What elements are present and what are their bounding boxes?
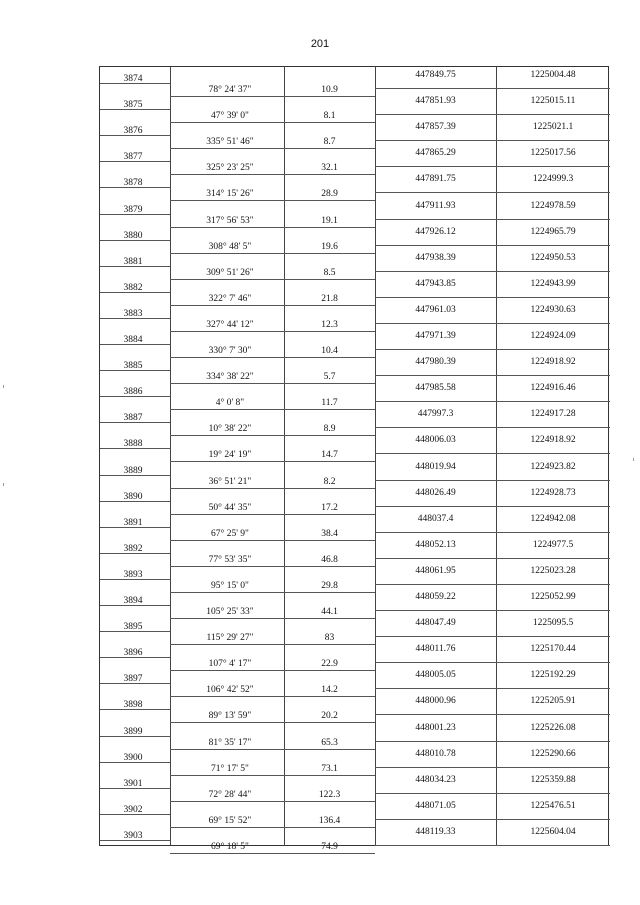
row-rule [170, 96, 375, 97]
row-rule [170, 253, 375, 254]
distance: 8.1 [323, 111, 336, 122]
row-rule [375, 114, 610, 115]
row-rule [170, 722, 375, 723]
coordinate-x: 447857.39 [415, 122, 456, 133]
coordinate-y: 1225192.29 [530, 670, 576, 681]
coordinate-y: 1225052.99 [530, 592, 576, 602]
point-id: 3882 [123, 282, 143, 293]
coordinate-table [99, 66, 609, 852]
point-id: 3889 [123, 465, 143, 476]
bearing-angle: 327° 44' 12" [206, 319, 254, 330]
row-rule [170, 827, 375, 828]
coordinate-y: 1225226.08 [530, 722, 576, 733]
point-id: 3891 [123, 517, 143, 528]
coordinate-x: 448034.23 [415, 774, 456, 785]
row-rule [170, 540, 375, 541]
point-id: 3875 [123, 100, 143, 111]
row-rule [375, 714, 610, 715]
coordinate-x: 447911.93 [415, 200, 456, 211]
coordinate-y: 1225015.11 [530, 96, 576, 107]
distance: 8.9 [323, 424, 336, 435]
row-rule [170, 409, 375, 410]
coordinate-y: 1224999.3 [532, 174, 574, 185]
coordinate-x: 447943.85 [415, 278, 456, 289]
coordinate-x: 448006.03 [415, 435, 456, 446]
row-rule [170, 801, 375, 802]
row-rule [170, 853, 375, 854]
row-rule [375, 741, 610, 742]
row-rule [375, 271, 610, 272]
distance: 73.1 [321, 763, 338, 774]
distance: 8.5 [323, 267, 336, 278]
coordinate-x: 448037.4 [417, 513, 454, 524]
point-id: 3886 [123, 387, 143, 398]
coordinate-x: 448052.13 [415, 539, 456, 550]
point-id: 3888 [123, 439, 143, 450]
coordinate-x: 447851.93 [415, 96, 456, 107]
point-id: 3895 [123, 622, 143, 633]
point-id: 3902 [123, 804, 143, 815]
distance: 22.9 [321, 659, 338, 670]
coordinate-x: 448019.94 [415, 461, 456, 472]
row-rule [375, 192, 610, 193]
bearing-angle: 69° 18' 5" [211, 841, 249, 852]
scan-artifact [633, 458, 634, 461]
coordinate-y: 1224916.46 [530, 383, 576, 394]
coordinate-x: 447971.39 [415, 331, 456, 341]
row-rule [375, 219, 610, 220]
bearing-angle: 81° 35' 17" [208, 737, 252, 748]
coordinate-y: 1225290.66 [530, 748, 576, 759]
bearing-angle: 309° 51' 26" [206, 267, 254, 278]
row-rule [375, 401, 610, 402]
coordinate-y: 1225023.28 [530, 565, 576, 576]
row-rule [170, 383, 375, 384]
point-id: 3876 [123, 126, 143, 137]
row-rule [375, 323, 610, 324]
coordinate-y: 1225604.04 [530, 826, 576, 837]
bearing-angle: 19° 24' 19" [208, 450, 252, 461]
coordinate-x: 448047.49 [415, 618, 456, 629]
distance: 44.1 [321, 607, 338, 617]
coordinate-x: 447980.39 [415, 357, 456, 368]
row-rule [170, 592, 375, 593]
row-rule [170, 122, 375, 123]
row-rule [170, 435, 375, 436]
coordinate-y: 1225205.91 [530, 696, 576, 707]
coordinate-y: 1224928.73 [530, 487, 576, 498]
bearing-angle: 308° 48' 5" [208, 241, 252, 252]
coordinate-x: 447849.75 [415, 70, 456, 80]
point-id: 3877 [123, 152, 143, 163]
coordinate-y: 1225170.44 [530, 644, 576, 655]
row-rule [375, 532, 610, 533]
point-id: 3899 [123, 726, 143, 737]
coordinate-y: 1224965.79 [530, 226, 576, 237]
distance: 8.2 [323, 476, 336, 487]
coordinate-y: 1224917.28 [530, 409, 576, 420]
point-id: 3887 [123, 413, 143, 424]
coordinate-x: 447865.29 [415, 148, 456, 159]
row-rule [170, 148, 375, 149]
row-rule [375, 793, 610, 794]
row-rule [170, 566, 375, 567]
coordinate-y: 1224924.09 [530, 331, 576, 341]
bearing-angle: 330° 7' 30" [208, 346, 252, 356]
row-rule [170, 775, 375, 776]
distance: 11.7 [321, 398, 338, 409]
point-id: 3879 [123, 204, 143, 215]
bearing-angle: 67° 25' 9" [211, 528, 249, 539]
row-rule [375, 453, 610, 454]
row-rule [375, 558, 610, 559]
coordinate-x: 448026.49 [415, 487, 456, 498]
bearing-angle: 95° 15' 0" [211, 580, 249, 591]
distance: 20.2 [321, 711, 338, 722]
column-divider [170, 67, 171, 845]
bearing-angle: 335° 51' 46" [206, 137, 254, 148]
row-rule [375, 819, 610, 820]
point-id: 3881 [123, 256, 143, 267]
bearing-angle: 334° 38' 22" [206, 372, 254, 383]
coordinate-y: 1224977.5 [532, 539, 574, 550]
distance: 14.2 [321, 685, 338, 696]
point-id: 3894 [123, 596, 143, 606]
row-rule [170, 461, 375, 462]
bearing-angle: 105° 25' 33" [206, 607, 254, 617]
row-rule [375, 88, 610, 89]
coordinate-x: 448061.95 [415, 565, 456, 576]
coordinate-y: 1224930.63 [530, 304, 576, 315]
coordinate-y: 1224918.92 [530, 435, 576, 446]
bearing-angle: 89° 13' 59" [208, 711, 252, 722]
distance: 122.3 [318, 789, 341, 800]
bearing-angle: 77° 53' 35" [208, 554, 252, 565]
point-id: 3874 [123, 74, 143, 84]
page-number: 201 [310, 38, 330, 50]
coordinate-x: 448119.33 [415, 826, 456, 837]
point-id: 3901 [123, 778, 143, 789]
point-id: 3878 [123, 178, 143, 189]
bearing-angle: 115° 29' 27" [206, 633, 254, 644]
point-id: 3880 [123, 230, 143, 241]
coordinate-x: 447997.3 [417, 409, 454, 420]
coordinate-x: 448005.05 [415, 670, 456, 681]
coordinate-y: 1224978.59 [530, 200, 576, 211]
point-id: 3883 [123, 308, 143, 319]
coordinate-y: 1224943.99 [530, 278, 576, 289]
coordinate-x: 448059.22 [415, 592, 456, 602]
coordinate-x: 448011.76 [415, 644, 456, 655]
row-rule [170, 618, 375, 619]
row-rule [375, 506, 610, 507]
row-rule [170, 331, 375, 332]
point-id: 3896 [123, 648, 143, 659]
row-rule [375, 427, 610, 428]
bearing-angle: 72° 28' 44" [208, 789, 252, 800]
point-id: 3884 [123, 335, 143, 345]
coordinate-y: 1225004.48 [530, 70, 576, 80]
point-id: 3890 [123, 491, 143, 502]
bearing-angle: 107° 4' 17" [208, 659, 252, 670]
row-rule [170, 305, 375, 306]
point-id: 3900 [123, 752, 143, 763]
row-rule [375, 166, 610, 167]
row-rule [170, 200, 375, 201]
distance: 19.1 [321, 215, 338, 226]
row-rule [170, 227, 375, 228]
coordinate-y: 1224950.53 [530, 252, 576, 263]
row-rule [375, 297, 610, 298]
coordinate-y: 1224918.92 [530, 357, 576, 368]
distance: 29.8 [321, 580, 338, 591]
bearing-angle: 322° 7' 46" [208, 293, 252, 304]
row-rule [375, 349, 610, 350]
row-rule [170, 488, 375, 489]
coordinate-x: 447891.75 [415, 174, 456, 185]
point-id: 3903 [123, 830, 143, 841]
row-rule [375, 584, 610, 585]
row-rule [375, 245, 610, 246]
distance: 10.4 [321, 346, 338, 356]
distance: 32.1 [321, 163, 338, 174]
row-rule [170, 749, 375, 750]
row-rule [375, 767, 610, 768]
point-id: 3892 [123, 543, 143, 554]
coordinate-x: 447926.12 [415, 226, 456, 237]
coordinate-y: 1225095.5 [532, 618, 574, 629]
coordinate-x: 447985.58 [415, 383, 456, 394]
distance: 136.4 [318, 815, 341, 826]
distance: 12.3 [321, 319, 338, 330]
point-id: 3893 [123, 569, 143, 580]
coordinate-y: 1224923.82 [530, 461, 576, 472]
coordinate-y: 1225476.51 [530, 800, 576, 811]
coordinate-y: 1224942.08 [530, 513, 576, 524]
row-rule [170, 357, 375, 358]
row-rule [375, 140, 610, 141]
point-id: 3897 [123, 674, 143, 685]
bearing-angle: 10° 38' 22" [208, 424, 252, 435]
row-rule [375, 662, 610, 663]
coordinate-x: 448010.78 [415, 748, 456, 759]
row-rule [375, 688, 610, 689]
distance: 10.9 [321, 85, 338, 95]
row-rule [375, 375, 610, 376]
row-rule [375, 845, 610, 846]
coordinate-y: 1225017.56 [530, 148, 576, 159]
distance: 19.6 [321, 241, 338, 252]
coordinate-x: 448071.05 [415, 800, 456, 811]
coordinate-x: 447961.03 [415, 304, 456, 315]
row-rule [170, 279, 375, 280]
bearing-angle: 50° 44' 35" [208, 502, 252, 513]
row-rule [170, 644, 375, 645]
bearing-angle: 47° 39' 0" [211, 111, 249, 122]
distance: 46.8 [321, 554, 338, 565]
row-rule [170, 696, 375, 697]
bearing-angle: 314° 15' 26" [206, 189, 254, 200]
distance: 65.3 [321, 737, 338, 748]
coordinate-y: 1225359.88 [530, 774, 576, 785]
bearing-angle: 325° 23' 25" [206, 163, 254, 174]
scan-artifact [3, 483, 4, 486]
point-id: 3885 [123, 361, 143, 372]
distance: 28.9 [321, 189, 338, 200]
coordinate-y: 1225021.1 [532, 122, 574, 133]
coordinate-x: 447938.39 [415, 252, 456, 263]
distance: 74.9 [321, 841, 338, 852]
distance: 17.2 [321, 502, 338, 513]
row-rule [170, 670, 375, 671]
coordinate-x: 448000.96 [415, 696, 456, 707]
distance: 38.4 [321, 528, 338, 539]
bearing-angle: 69° 15' 52" [208, 815, 252, 826]
bearing-angle: 4° 0' 8" [215, 398, 245, 409]
row-rule [375, 610, 610, 611]
distance: 8.7 [323, 137, 336, 148]
point-id: 3898 [123, 700, 143, 711]
distance: 83 [324, 633, 335, 644]
bearing-angle: 36° 51' 21" [208, 476, 252, 487]
scan-artifact [3, 385, 4, 388]
distance: 5.7 [323, 372, 336, 383]
distance: 21.8 [321, 293, 338, 304]
coordinate-x: 448001.23 [415, 722, 456, 733]
bearing-angle: 317° 56' 53" [206, 215, 254, 226]
bearing-angle: 71° 17' 5" [211, 763, 249, 774]
row-rule [170, 174, 375, 175]
bearing-angle: 106° 42' 52" [206, 685, 254, 696]
row-rule [375, 480, 610, 481]
row-rule [170, 514, 375, 515]
bearing-angle: 78° 24' 37" [208, 85, 252, 95]
row-rule [375, 636, 610, 637]
distance: 14.7 [321, 450, 338, 461]
